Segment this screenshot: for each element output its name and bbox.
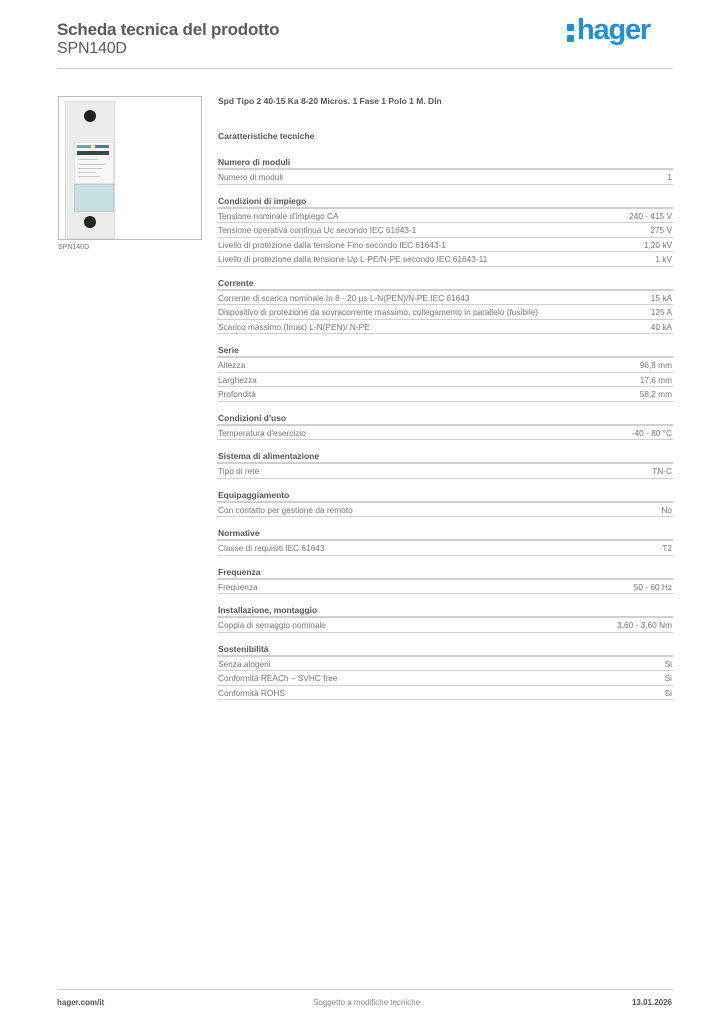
table-row [217, 252, 673, 267]
row-label: Corrente di scarica nominale In 8 - 20 µs L-N(PEN)/N-PE IEC 61643 [218, 292, 470, 303]
row-label: Tensione nominale d'impiego CA [218, 210, 339, 221]
row-label: Numero di moduli [218, 172, 284, 182]
row-value: 125 A [650, 307, 672, 317]
row-label: Classe di requisiti IEC 61643 [218, 543, 325, 553]
row-value: 1 [667, 172, 672, 182]
row-value: T2 [662, 543, 672, 553]
row-label: Con contatto per gestione da remoto [218, 504, 353, 515]
row-value: 1 kV [655, 254, 672, 264]
surge-protector-device-icon [65, 101, 115, 239]
header-divider [57, 68, 673, 69]
section-title: Sostenibilità [217, 643, 673, 657]
logo-colon-icon [567, 23, 576, 45]
hager-logo [567, 14, 650, 47]
row-label: Larghezza [218, 374, 257, 385]
product-description: Spd Tipo 2 40-15 Ka 8-20 Micros. 1 Fase 1 Polo 1 M. Din [218, 96, 442, 106]
row-value: 50 - 60 Hz [633, 581, 672, 592]
row-label: Conformità ROHS [218, 687, 285, 698]
section-title: Installazione, montaggio [217, 604, 673, 618]
footer-divider [57, 989, 673, 990]
row-label: Profondità [218, 389, 256, 399]
section-title: Corrente [217, 277, 673, 291]
table-row [217, 541, 673, 556]
table-row [217, 387, 673, 402]
screw-icon [84, 216, 96, 228]
section-condizioni-impiego [217, 195, 673, 267]
footer-website-link[interactable]: hager.com/it [57, 998, 105, 1007]
section-title: Equipaggiamento [217, 489, 673, 503]
table-row [217, 580, 673, 595]
row-value: 3,60 - 3,60 Nm [617, 620, 672, 630]
row-value: Si [664, 687, 672, 698]
section-numero-moduli [217, 156, 673, 185]
row-label: Tipo di rete [218, 466, 260, 476]
table-row [217, 657, 673, 672]
specs-table [217, 156, 673, 710]
section-title: Numero di moduli [217, 156, 673, 170]
section-title: Normative [217, 527, 673, 541]
section-title: Sistema di alimentazione [217, 450, 673, 464]
row-value: Si [664, 673, 672, 683]
section-condizioni-uso [217, 412, 673, 441]
device-label [74, 142, 114, 184]
section-corrente [217, 277, 673, 335]
section-title: Condizioni di impiego [217, 195, 673, 209]
table-row [217, 291, 673, 306]
row-value: 17,6 mm [639, 374, 672, 385]
table-row [217, 320, 673, 335]
logo-text: hager [577, 14, 650, 46]
row-label: Livello di protezione dalla tensione Fino secondo IEC 61643-1 [218, 239, 446, 250]
table-row [217, 618, 673, 633]
table-row [217, 305, 673, 320]
document-title: Scheda tecnica del prodotto [57, 20, 280, 39]
table-row [217, 373, 673, 388]
table-row [217, 464, 673, 479]
row-value: 15 kA [650, 292, 672, 303]
row-value: TN-C [652, 466, 672, 476]
row-label: Conformità REACh – SVHC free [218, 673, 338, 683]
row-value: 96,8 mm [639, 360, 672, 370]
row-value: 240 - 415 V [629, 210, 672, 221]
section-serie [217, 344, 673, 402]
row-value: -40 - 80 °C [631, 427, 672, 438]
table-row [217, 209, 673, 224]
table-row [217, 223, 673, 238]
section-frequenza [217, 566, 673, 595]
row-value: No [661, 504, 672, 515]
table-row [217, 671, 673, 686]
row-label: Senza alogeni [218, 658, 271, 669]
product-code: SPN140D [57, 40, 127, 57]
specs-heading: Caratteristiche tecniche [218, 131, 315, 141]
table-row [217, 358, 673, 373]
row-value: 58,2 mm [639, 389, 672, 399]
row-label: Coppia di serraggio nominale [218, 620, 326, 630]
section-installazione [217, 604, 673, 633]
product-image [58, 96, 202, 240]
section-title: Serie [217, 344, 673, 358]
row-label: Livello di protezione dalla tensione Up L-PE/N-PE secondo IEC 61643-11 [218, 254, 488, 264]
section-title: Frequenza [217, 566, 673, 580]
section-title: Condizioni d'uso [217, 412, 673, 426]
row-label: Scarico massimo (Imax) L-N(PEN)/ N-PE [218, 321, 370, 332]
table-row [217, 238, 673, 253]
row-value: 40 kA [650, 321, 672, 332]
section-normative [217, 527, 673, 556]
row-value: 275 V [650, 225, 672, 235]
row-label: Dispositivo di protezione da sovracorrente massimo, collegamento in parallelo (fusibile) [218, 307, 539, 317]
section-sostenibilita [217, 643, 673, 701]
footer-date: 13.01.2026 [631, 998, 672, 1007]
row-value: 1,20 kV [643, 239, 672, 250]
status-window [74, 184, 114, 212]
table-row [217, 170, 673, 185]
row-label: Frequenza [218, 581, 258, 592]
table-row [217, 686, 673, 701]
image-caption: SPN140D [58, 244, 90, 251]
row-value: Si [664, 658, 672, 669]
row-label: Tensione operativa continua Uc secondo IEC 61643-1 [218, 225, 417, 235]
section-sistema-alimentazione [217, 450, 673, 479]
section-equipaggiamento [217, 489, 673, 518]
table-row [217, 503, 673, 518]
footer-notice: Soggetto a modifiche tecniche [313, 998, 421, 1007]
table-row [217, 426, 673, 441]
row-label: Altezza [218, 360, 246, 370]
screw-icon [84, 110, 96, 122]
row-label: Temperatura d'esercizio [218, 427, 306, 438]
